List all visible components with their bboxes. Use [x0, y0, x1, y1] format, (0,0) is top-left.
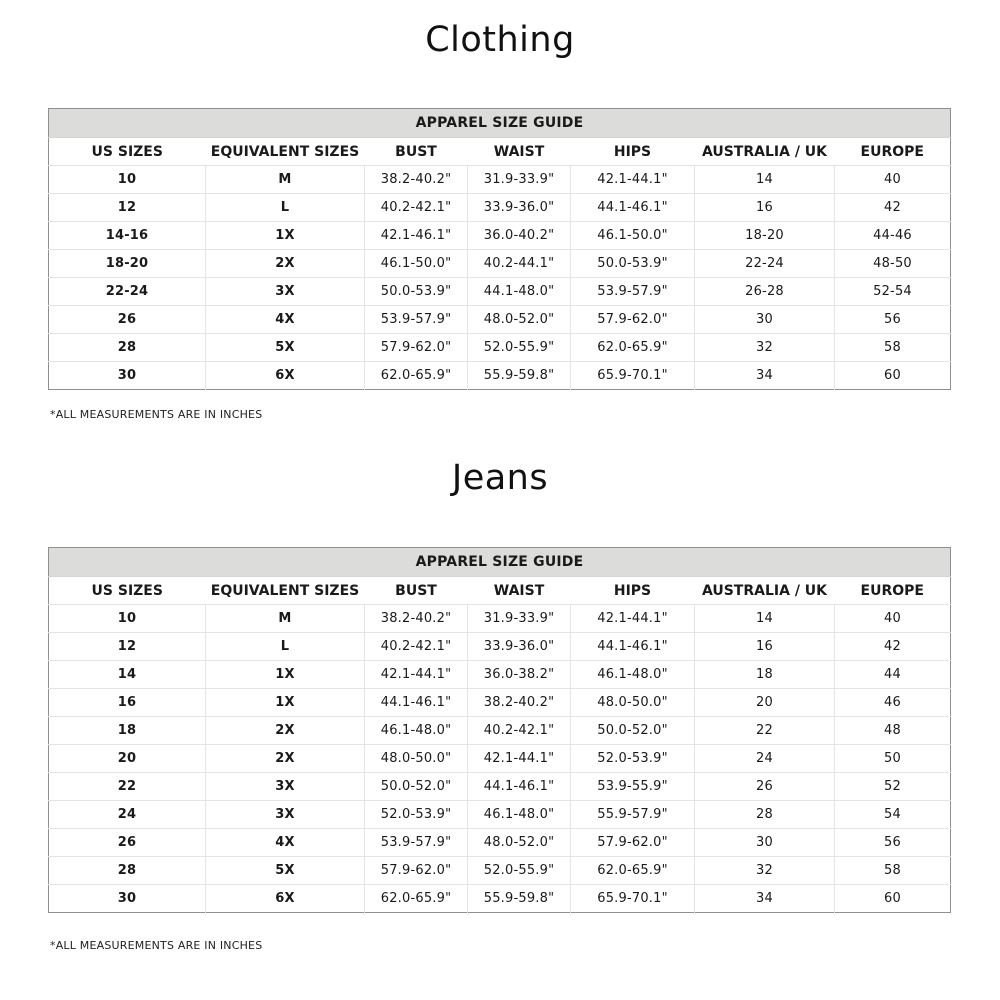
- cell-waist: 38.2-40.2": [468, 689, 571, 717]
- cell-hips: 57.9-62.0": [571, 829, 695, 857]
- cell-australia-uk: 22-24: [695, 250, 835, 278]
- clothing-title: Clothing: [425, 20, 575, 60]
- cell-hips: 42.1-44.1": [571, 605, 695, 633]
- cell-equivalent-sizes: 4X: [206, 829, 365, 857]
- cell-equivalent-sizes: 3X: [206, 773, 365, 801]
- cell-bust: 50.0-53.9": [365, 278, 468, 306]
- cell-australia-uk: 28: [695, 801, 835, 829]
- cell-equivalent-sizes: 5X: [206, 857, 365, 885]
- cell-bust: 57.9-62.0": [365, 857, 468, 885]
- cell-bust: 42.1-44.1": [365, 661, 468, 689]
- column-header-us-sizes: US SIZES: [49, 577, 206, 605]
- cell-europe: 42: [835, 194, 951, 222]
- column-header-bust: BUST: [365, 577, 468, 605]
- table-row: [49, 717, 951, 745]
- table-row: [49, 773, 951, 801]
- cell-australia-uk: 26: [695, 773, 835, 801]
- cell-waist: 36.0-38.2": [468, 661, 571, 689]
- clothing-size-table: [48, 108, 951, 390]
- cell-bust: 57.9-62.0": [365, 334, 468, 362]
- cell-australia-uk: 14: [695, 605, 835, 633]
- cell-europe: 42: [835, 633, 951, 661]
- column-header-us-sizes: US SIZES: [49, 138, 206, 166]
- cell-bust: 46.1-48.0": [365, 717, 468, 745]
- table-row: [49, 334, 951, 362]
- cell-bust: 62.0-65.9": [365, 362, 468, 390]
- clothing-footnote: *ALL MEASUREMENTS ARE IN INCHES: [50, 408, 263, 421]
- cell-equivalent-sizes: 6X: [206, 885, 365, 913]
- cell-australia-uk: 14: [695, 166, 835, 194]
- cell-australia-uk: 16: [695, 194, 835, 222]
- cell-waist: 55.9-59.8": [468, 885, 571, 913]
- cell-australia-uk: 24: [695, 745, 835, 773]
- table-row: [49, 278, 951, 306]
- cell-waist: 33.9-36.0": [468, 633, 571, 661]
- cell-equivalent-sizes: 1X: [206, 689, 365, 717]
- jeans-size-table: [48, 547, 951, 913]
- column-header-europe: EUROPE: [835, 138, 951, 166]
- table-row: [49, 661, 951, 689]
- cell-equivalent-sizes: 3X: [206, 278, 365, 306]
- cell-hips: 50.0-53.9": [571, 250, 695, 278]
- column-header-equivalent-sizes: EQUIVALENT SIZES: [206, 577, 365, 605]
- table-row: [49, 362, 951, 390]
- cell-equivalent-sizes: M: [206, 605, 365, 633]
- cell-hips: 48.0-50.0": [571, 689, 695, 717]
- cell-bust: 40.2-42.1": [365, 194, 468, 222]
- cell-us-sizes: 24: [49, 801, 206, 829]
- cell-hips: 53.9-55.9": [571, 773, 695, 801]
- cell-us-sizes: 22: [49, 773, 206, 801]
- table-row: [49, 222, 951, 250]
- cell-equivalent-sizes: 5X: [206, 334, 365, 362]
- cell-us-sizes: 30: [117, 368, 137, 383]
- cell-australia-uk: 22: [695, 717, 835, 745]
- cell-waist: 40.2-44.1": [468, 250, 571, 278]
- cell-us-sizes: 18: [49, 717, 206, 745]
- cell-equivalent-sizes: 2X: [206, 250, 365, 278]
- cell-bust: 38.2-40.2": [365, 166, 468, 194]
- cell-australia-uk: 20: [695, 689, 835, 717]
- column-header-hips: HIPS: [571, 577, 695, 605]
- column-header-australia-uk: AUSTRALIA / UK: [695, 138, 835, 166]
- column-header-waist: WAIST: [468, 577, 571, 605]
- cell-hips: 50.0-52.0": [571, 717, 695, 745]
- column-header-row: [49, 138, 951, 166]
- column-header-bust: BUST: [365, 138, 468, 166]
- cell-equivalent-sizes: 3X: [206, 801, 365, 829]
- table-row: [49, 605, 951, 633]
- cell-australia-uk: 30: [695, 829, 835, 857]
- table-row: [49, 194, 951, 222]
- cell-hips: 46.1-48.0": [571, 661, 695, 689]
- cell-equivalent-sizes: 2X: [206, 717, 365, 745]
- table-row: [49, 857, 951, 885]
- cell-hips: 62.0-65.9": [571, 334, 695, 362]
- cell-us-sizes: 14: [49, 661, 206, 689]
- cell-us-sizes: 16: [49, 689, 206, 717]
- cell-equivalent-sizes: L: [206, 633, 365, 661]
- cell-bust: 42.1-46.1": [365, 222, 468, 250]
- cell-waist: 55.9-59.8": [468, 362, 571, 390]
- cell-europe: 54: [835, 801, 951, 829]
- cell-australia-uk: 16: [695, 633, 835, 661]
- column-header-hips: HIPS: [571, 138, 695, 166]
- cell-hips: 42.1-44.1": [571, 166, 695, 194]
- cell-australia-uk: 26-28: [695, 278, 835, 306]
- jeans-title: Jeans: [451, 458, 549, 498]
- cell-waist: 40.2-42.1": [468, 717, 571, 745]
- cell-waist: 31.9-33.9": [468, 605, 571, 633]
- cell-equivalent-sizes: 6X: [206, 362, 365, 390]
- cell-bust: 40.2-42.1": [365, 633, 468, 661]
- cell-europe: 50: [835, 745, 951, 773]
- table-row: [49, 689, 951, 717]
- cell-australia-uk: 32: [695, 334, 835, 362]
- cell-hips: 55.9-57.9": [571, 801, 695, 829]
- column-header-row: [49, 577, 951, 605]
- cell-hips: 44.1-46.1": [571, 633, 695, 661]
- cell-europe: 40: [835, 605, 951, 633]
- column-header-australia-uk: AUSTRALIA / UK: [695, 577, 835, 605]
- cell-hips: 65.9-70.1": [571, 885, 695, 913]
- cell-australia-uk: 18-20: [695, 222, 835, 250]
- cell-europe: 52-54: [835, 278, 951, 306]
- cell-waist: 52.0-55.9": [468, 857, 571, 885]
- cell-waist: 52.0-55.9": [468, 334, 571, 362]
- cell-us-sizes: 26: [49, 306, 206, 334]
- cell-us-sizes: 14-16: [49, 222, 206, 250]
- cell-waist: 42.1-44.1": [468, 745, 571, 773]
- cell-waist: 48.0-52.0": [468, 306, 571, 334]
- cell-bust: 52.0-53.9": [365, 801, 468, 829]
- cell-hips: 52.0-53.9": [571, 745, 695, 773]
- cell-waist: 46.1-48.0": [468, 801, 571, 829]
- cell-australia-uk: 34: [695, 885, 835, 913]
- cell-us-sizes: 20: [49, 745, 206, 773]
- cell-australia-uk: 32: [695, 857, 835, 885]
- cell-equivalent-sizes: 4X: [206, 306, 365, 334]
- cell-europe: 56: [835, 306, 951, 334]
- cell-europe: 40: [835, 166, 951, 194]
- cell-us-sizes: 22-24: [49, 278, 206, 306]
- cell-us-sizes: 28: [49, 857, 206, 885]
- cell-bust: 50.0-52.0": [365, 773, 468, 801]
- cell-us-sizes: 10: [49, 605, 206, 633]
- cell-europe: 58: [835, 857, 951, 885]
- cell-bust: 53.9-57.9": [365, 829, 468, 857]
- cell-australia-uk: 30: [695, 306, 835, 334]
- cell-australia-uk: 18: [695, 661, 835, 689]
- table-row: [49, 633, 951, 661]
- cell-waist: 31.9-33.9": [468, 166, 571, 194]
- jeans-footnote: *ALL MEASUREMENTS ARE IN INCHES: [50, 939, 263, 952]
- cell-us-sizes: 18-20: [49, 250, 206, 278]
- cell-hips: 46.1-50.0": [571, 222, 695, 250]
- cell-waist: 44.1-46.1": [468, 773, 571, 801]
- cell-hips: 65.9-70.1": [571, 362, 695, 390]
- size-guide-banner: APPAREL SIZE GUIDE: [49, 109, 951, 138]
- cell-europe: 48: [835, 717, 951, 745]
- cell-australia-uk: 34: [695, 362, 835, 390]
- cell-bust: 62.0-65.9": [365, 885, 468, 913]
- table-row: [49, 306, 951, 334]
- cell-hips: 44.1-46.1": [571, 194, 695, 222]
- size-guide-banner: APPAREL SIZE GUIDE: [49, 548, 951, 577]
- cell-equivalent-sizes: L: [206, 194, 365, 222]
- cell-us-sizes: 26: [49, 829, 206, 857]
- cell-waist: 36.0-40.2": [468, 222, 571, 250]
- size-table-body: [49, 605, 951, 913]
- cell-us-sizes: 28: [49, 334, 206, 362]
- cell-hips: 57.9-62.0": [571, 306, 695, 334]
- cell-bust: 53.9-57.9": [365, 306, 468, 334]
- table-row: [49, 829, 951, 857]
- cell-bust: 44.1-46.1": [365, 689, 468, 717]
- cell-europe: 58: [835, 334, 951, 362]
- cell-equivalent-sizes: 1X: [206, 222, 365, 250]
- cell-hips: 62.0-65.9": [571, 857, 695, 885]
- cell-europe: 48-50: [835, 250, 951, 278]
- cell-waist: 33.9-36.0": [468, 194, 571, 222]
- cell-europe: 56: [835, 829, 951, 857]
- cell-waist: 44.1-48.0": [468, 278, 571, 306]
- cell-europe: 60: [835, 362, 951, 390]
- cell-us-sizes: 10: [49, 166, 206, 194]
- table-row: [49, 801, 951, 829]
- size-table-body: [49, 166, 951, 390]
- cell-equivalent-sizes: 1X: [206, 661, 365, 689]
- cell-us-sizes: 12: [49, 194, 206, 222]
- cell-waist: 48.0-52.0": [468, 829, 571, 857]
- cell-europe: 44: [835, 661, 951, 689]
- cell-hips: 53.9-57.9": [571, 278, 695, 306]
- table-row: [49, 166, 951, 194]
- cell-europe: 46: [835, 689, 951, 717]
- cell-bust: 38.2-40.2": [365, 605, 468, 633]
- column-header-europe: EUROPE: [835, 577, 951, 605]
- cell-bust: 46.1-50.0": [365, 250, 468, 278]
- table-row: [49, 745, 951, 773]
- cell-europe: 44-46: [835, 222, 951, 250]
- table-row: [49, 885, 951, 913]
- cell-europe: 60: [835, 885, 951, 913]
- cell-bust: 48.0-50.0": [365, 745, 468, 773]
- column-header-equivalent-sizes: EQUIVALENT SIZES: [206, 138, 365, 166]
- cell-equivalent-sizes: M: [206, 166, 365, 194]
- column-header-waist: WAIST: [468, 138, 571, 166]
- cell-europe: 52: [835, 773, 951, 801]
- table-row: [49, 250, 951, 278]
- cell-us-sizes: 30: [117, 891, 137, 906]
- cell-us-sizes: 12: [49, 633, 206, 661]
- cell-equivalent-sizes: 2X: [206, 745, 365, 773]
